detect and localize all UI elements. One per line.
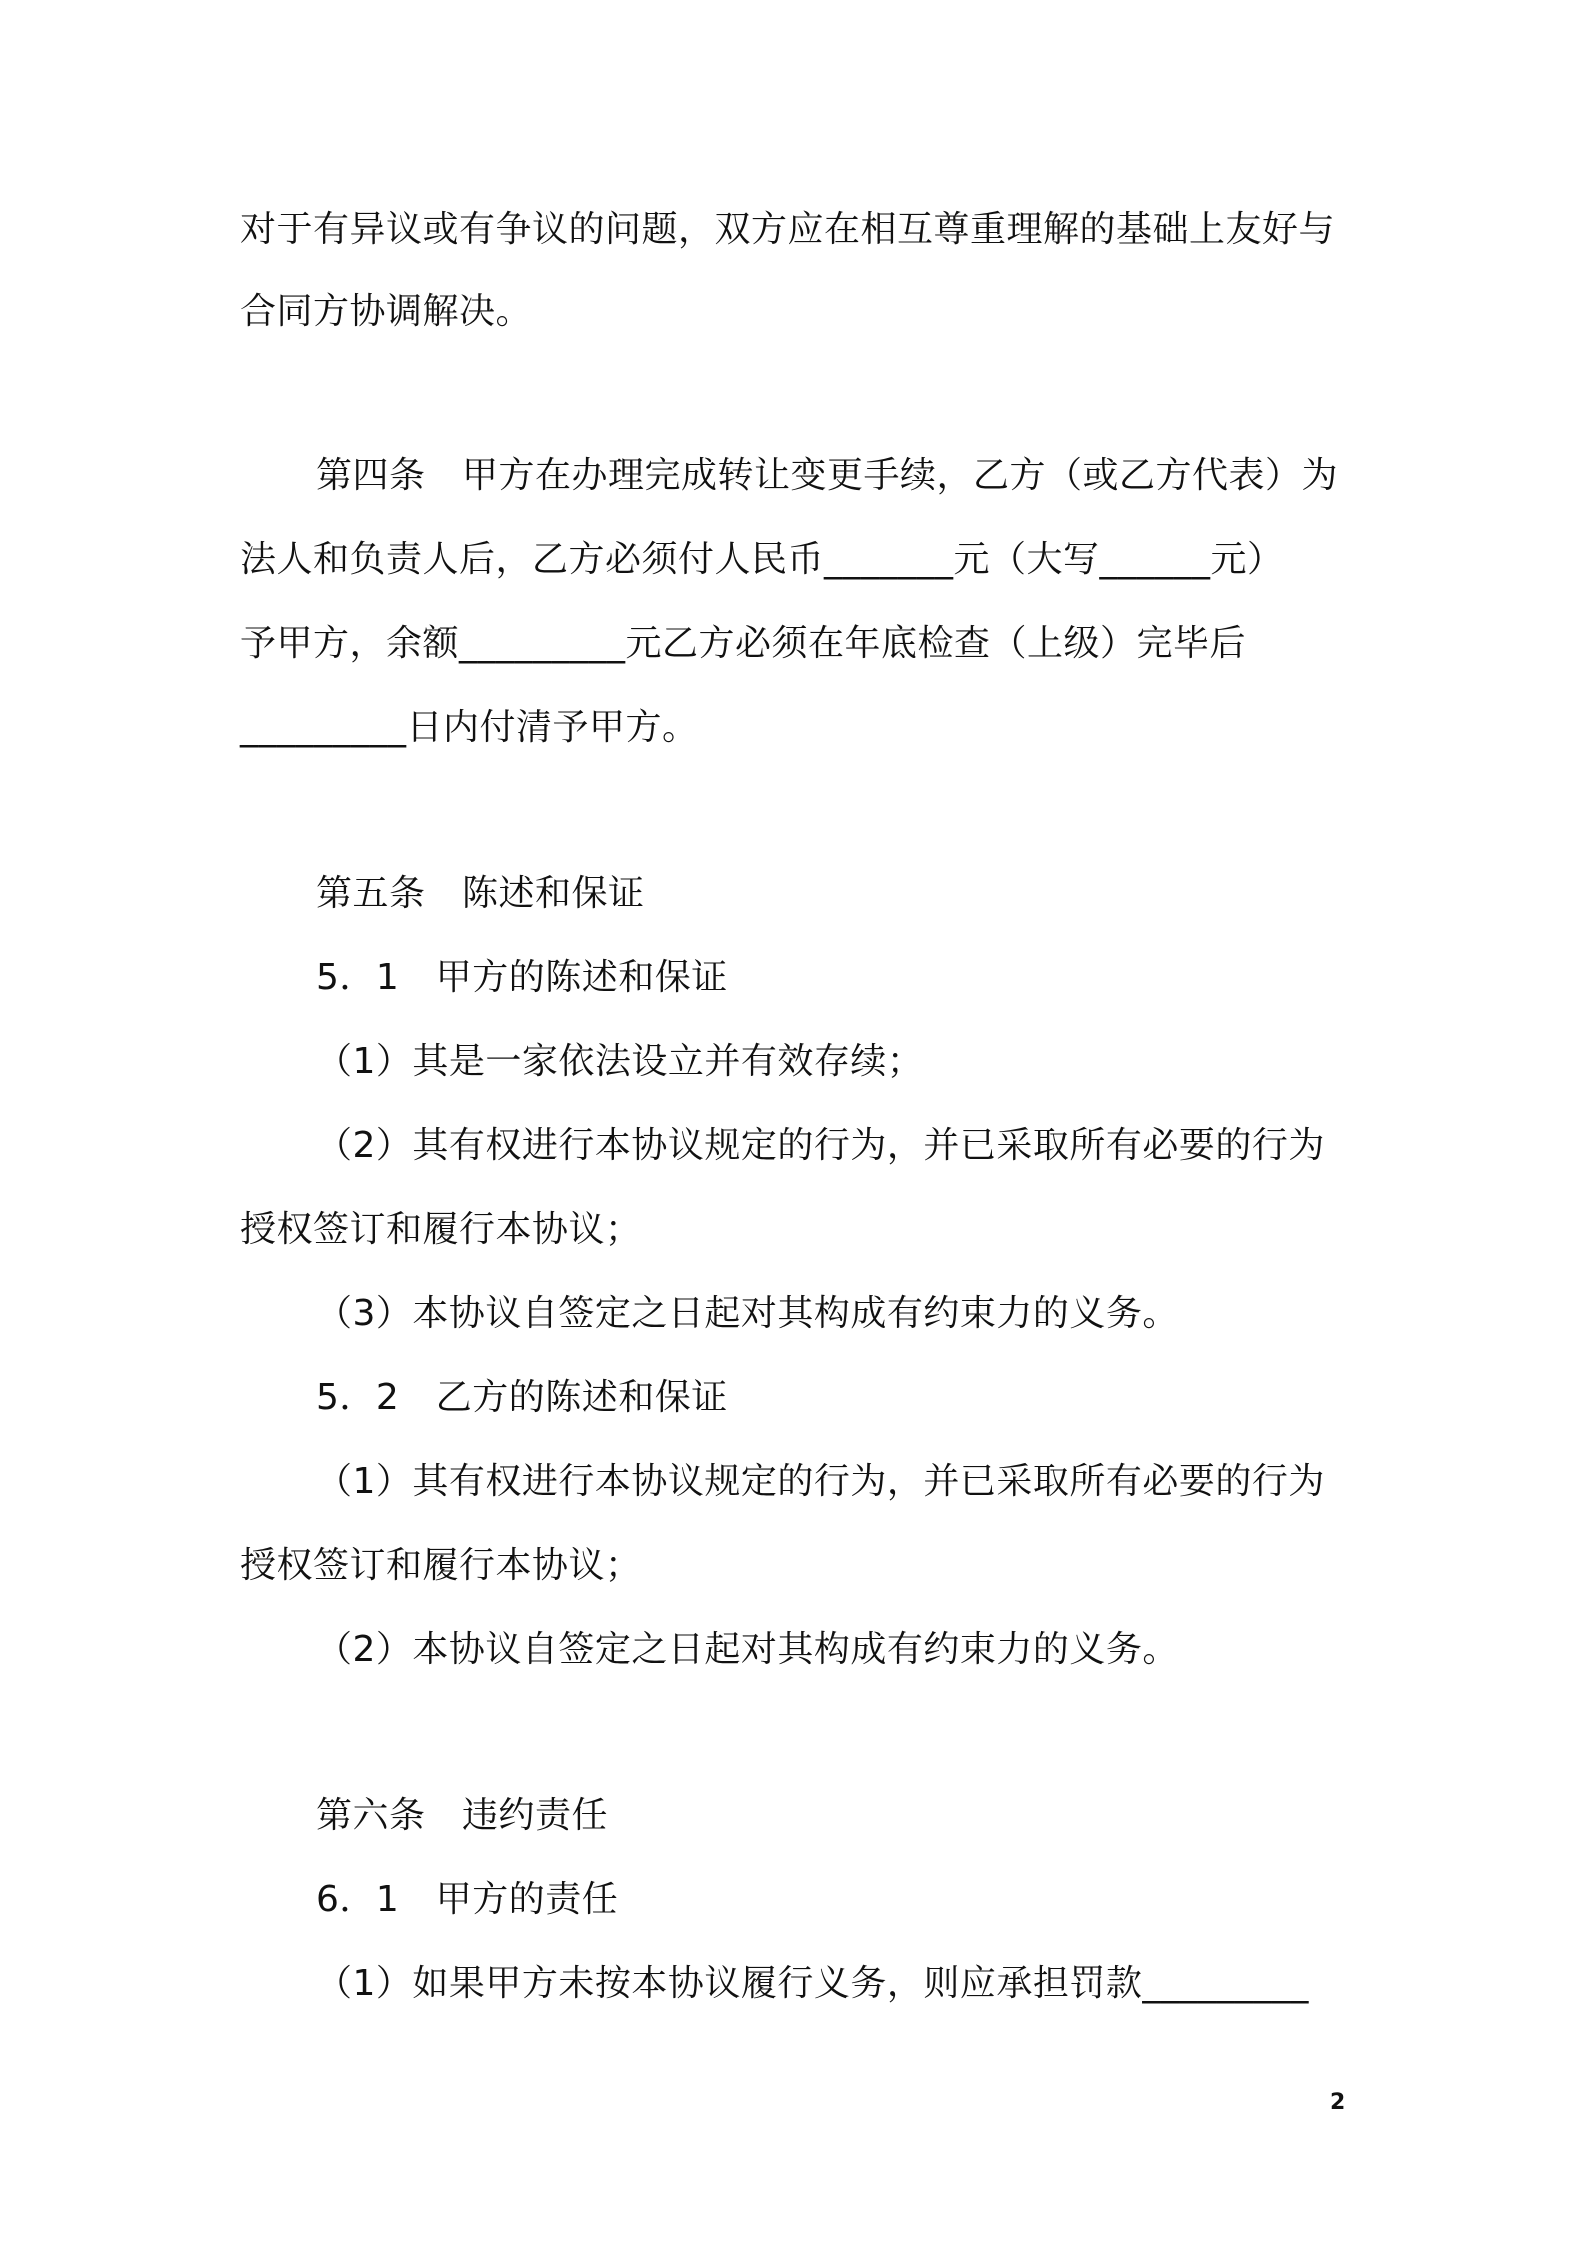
- item-5-2-1-continued: 授权签订和履行本协议；: [240, 1545, 642, 1586]
- item-5-1-2: （2）其有权进行本协议规定的行为，并已采取所有必要的行为: [316, 1125, 1325, 1166]
- text-line-6: _________日内付清予甲方。: [240, 707, 699, 748]
- article-5-heading: 第五条 陈述和保证: [316, 873, 645, 914]
- section-6-1-heading: 6．1 甲方的责任: [316, 1879, 619, 1920]
- item-5-1-1: （1）其是一家依法设立并有效存续；: [316, 1041, 924, 1082]
- page-number: 2: [1330, 2090, 1346, 2115]
- item-5-2-1: （1）其有权进行本协议规定的行为，并已采取所有必要的行为: [316, 1461, 1325, 1502]
- text-line-4: 法人和负责人后，乙方必须付人民币_______元（大写______元）: [240, 539, 1284, 580]
- article-4-heading-line: 第四条 甲方在办理完成转让变更手续，乙方（或乙方代表）为: [316, 455, 1339, 496]
- text-line-1: 对于有异议或有争议的问题，双方应在相互尊重理解的基础上友好与: [240, 209, 1336, 250]
- text-line-2: 合同方协调解决。: [240, 291, 533, 332]
- section-5-1-heading: 5．1 甲方的陈述和保证: [316, 957, 728, 998]
- article-6-heading: 第六条 违约责任: [316, 1795, 609, 1836]
- item-5-1-2-continued: 授权签订和履行本协议；: [240, 1209, 642, 1250]
- item-5-2-2: （2）本协议自签定之日起对其构成有约束力的义务。: [316, 1629, 1179, 1670]
- item-6-1-1: （1）如果甲方未按本协议履行义务，则应承担罚款_________: [316, 1963, 1309, 2004]
- item-5-1-3: （3）本协议自签定之日起对其构成有约束力的义务。: [316, 1293, 1179, 1334]
- section-5-2-heading: 5．2 乙方的陈述和保证: [316, 1377, 728, 1418]
- text-line-5: 予甲方，余额_________元乙方必须在年底检查（上级）完毕后: [240, 623, 1247, 664]
